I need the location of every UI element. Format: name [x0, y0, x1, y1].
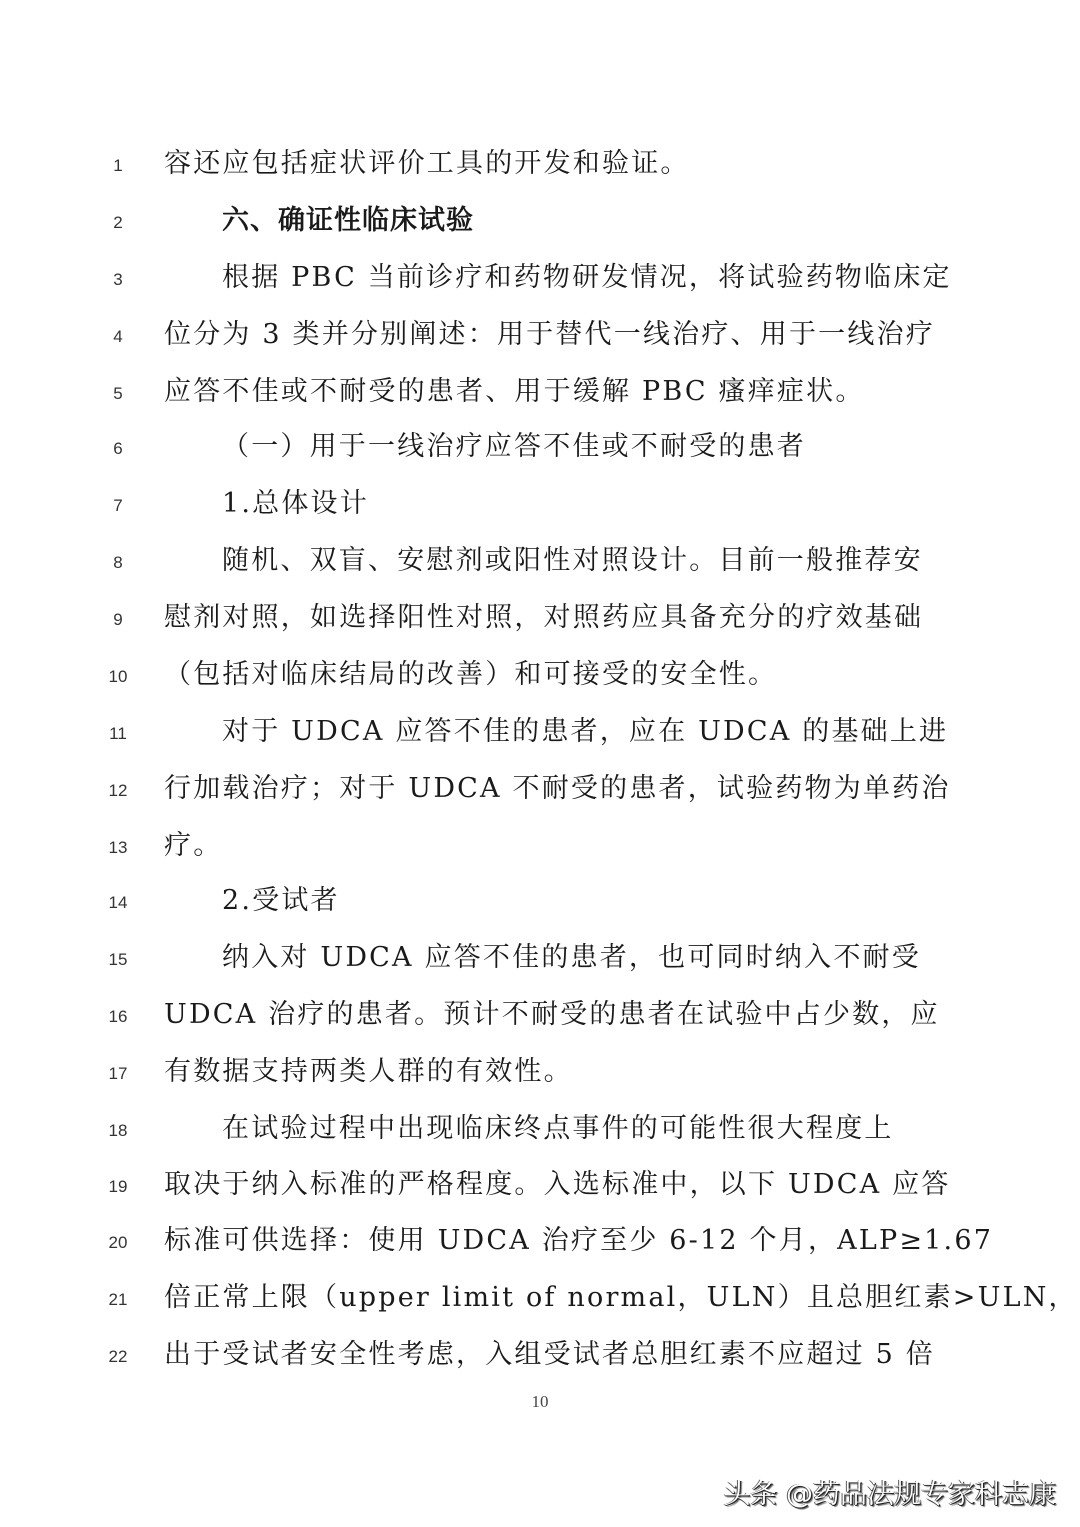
- line-text: 有数据支持两类人群的有效性。: [164, 1056, 573, 1087]
- line-number: 14: [108, 893, 128, 912]
- document-line: [0, 1219, 1080, 1275]
- document-line: [0, 1163, 1080, 1219]
- line-text: 行加载治疗；对于 UDCA 不耐受的患者，试验药物为单药治: [164, 773, 951, 804]
- line-number: 5: [113, 384, 123, 403]
- document-line: [0, 710, 1080, 766]
- document-line: [0, 767, 1080, 823]
- document-line: [0, 936, 1080, 992]
- line-number: 8: [113, 553, 123, 572]
- line-text: 倍正常上限（upper limit of normal，ULN）且总胆红素>ULN，: [164, 1282, 1078, 1313]
- line-number: 19: [108, 1177, 128, 1196]
- line-number: 22: [108, 1347, 128, 1366]
- line-number: 6: [113, 439, 123, 458]
- line-number: 17: [108, 1064, 128, 1083]
- line-number: 21: [108, 1290, 128, 1309]
- subsection-heading: （一）用于一线治疗应答不佳或不耐受的患者: [222, 431, 806, 462]
- watermark: 头条 @药品法规专家科志康: [723, 1479, 1056, 1510]
- document-line: [0, 539, 1080, 595]
- line-text: 随机、双盲、安慰剂或阳性对照设计。目前一般推荐安: [222, 545, 923, 576]
- document-line: [0, 653, 1080, 709]
- line-text: 应答不佳或不耐受的患者、用于缓解 PBC 瘙痒症状。: [164, 376, 865, 407]
- document-line: [0, 142, 1080, 198]
- line-text: 纳入对 UDCA 应答不佳的患者，也可同时纳入不耐受: [222, 942, 921, 973]
- item-heading-line: [0, 879, 1080, 935]
- document-line: [0, 256, 1080, 312]
- document-line: [0, 313, 1080, 369]
- item-heading: 2.受试者: [222, 885, 340, 916]
- section-heading-line: [0, 199, 1080, 255]
- line-text: 标准可供选择：使用 UDCA 治疗至少 6-12 个月，ALP≥1.67: [164, 1225, 994, 1256]
- subsection-heading-line: [0, 425, 1080, 481]
- line-text: 根据 PBC 当前诊疗和药物研发情况，将试验药物临床定: [222, 262, 952, 293]
- document-line: [0, 1107, 1080, 1163]
- document-line: [0, 1333, 1080, 1389]
- line-number: 18: [108, 1121, 128, 1140]
- line-text: UDCA 治疗的患者。预计不耐受的患者在试验中占少数，应: [164, 999, 940, 1030]
- line-number: 1: [113, 156, 123, 175]
- line-number: 12: [108, 781, 128, 800]
- line-text: 取决于纳入标准的严格程度。入选标准中，以下 UDCA 应答: [164, 1169, 951, 1200]
- line-text: 在试验过程中出现临床终点事件的可能性很大程度上: [222, 1113, 894, 1144]
- line-text: 对于 UDCA 应答不佳的患者，应在 UDCA 的基础上进: [222, 716, 949, 747]
- line-number: 11: [109, 724, 127, 743]
- document-line: [0, 993, 1080, 1049]
- document-line: [0, 824, 1080, 880]
- item-heading: 1.总体设计: [222, 488, 369, 519]
- line-number: 3: [113, 270, 123, 289]
- line-number: 13: [108, 838, 128, 857]
- document-line: [0, 370, 1080, 426]
- line-number: 10: [108, 667, 128, 686]
- line-text: （包括对临床结局的改善）和可接受的安全性。: [164, 659, 778, 690]
- line-number: 20: [108, 1233, 128, 1252]
- line-number: 9: [113, 610, 123, 629]
- document-line: [0, 596, 1080, 652]
- page-number: 10: [531, 1392, 549, 1411]
- item-heading-line: [0, 482, 1080, 538]
- line-number: 4: [113, 327, 123, 346]
- line-text: 位分为 3 类并分别阐述：用于替代一线治疗、用于一线治疗: [164, 319, 935, 350]
- line-number: 2: [113, 213, 123, 232]
- document-line: [0, 1276, 1080, 1332]
- line-number: 7: [113, 496, 123, 515]
- line-number: 16: [108, 1007, 128, 1026]
- line-number: 15: [108, 950, 128, 969]
- line-text: 慰剂对照，如选择阳性对照，对照药应具备充分的疗效基础: [164, 602, 924, 633]
- line-text: 容还应包括症状评价工具的开发和验证。: [164, 148, 690, 179]
- section-heading: 六、确证性临床试验: [222, 205, 474, 236]
- document-line: [0, 1050, 1080, 1106]
- line-text: 出于受试者安全性考虑，入组受试者总胆红素不应超过 5 倍: [164, 1339, 935, 1370]
- line-text: 疗。: [164, 830, 223, 861]
